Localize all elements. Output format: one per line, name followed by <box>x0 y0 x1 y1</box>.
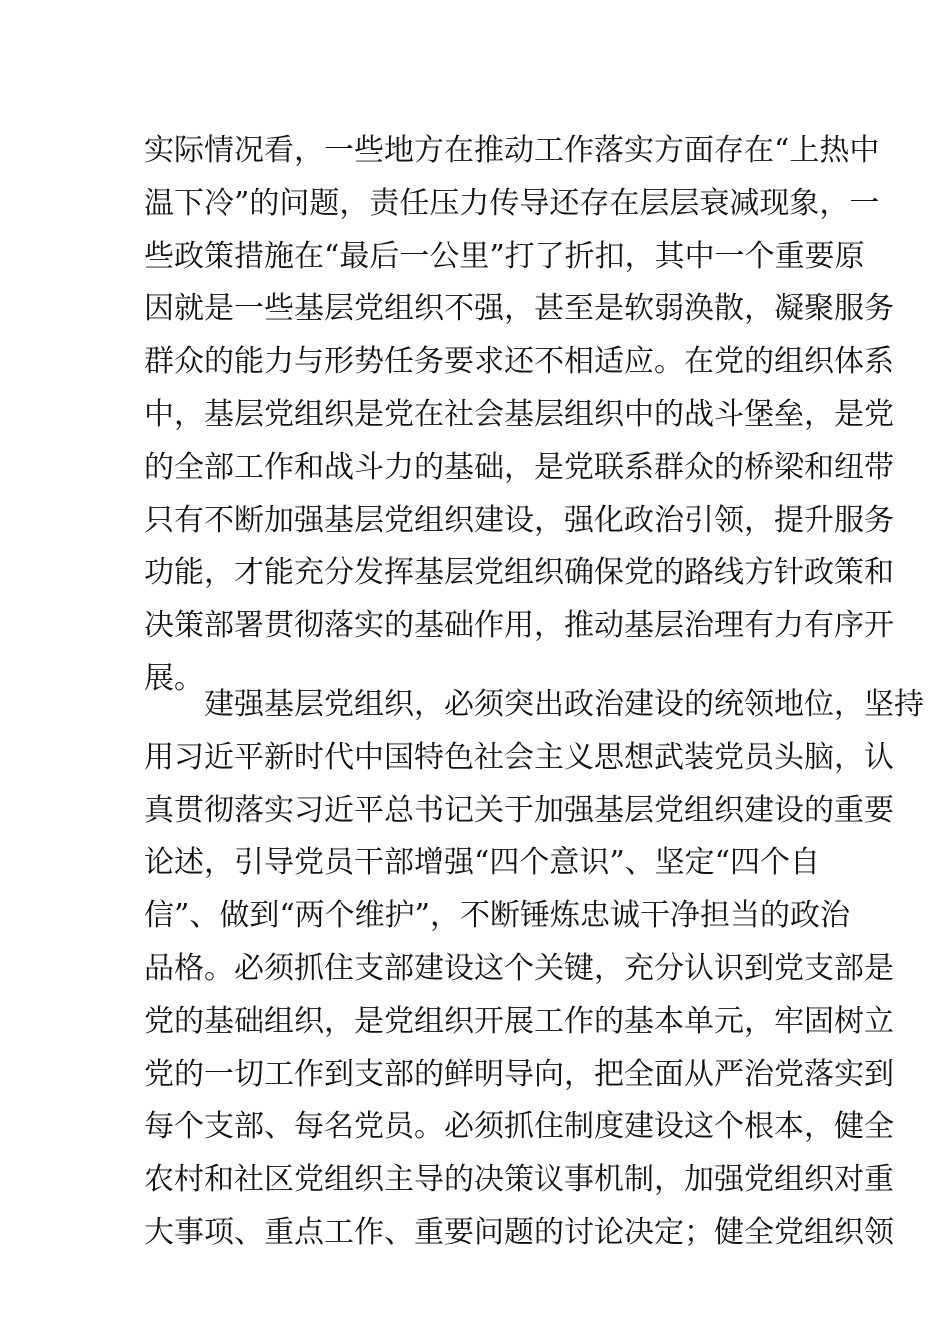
paragraph-line: 功能，才能充分发挥基层党组织确保党的路线方针政策和 <box>144 555 894 591</box>
paragraph-line: 些政策措施在“最后一公里”打了折扣，其中一个重要原 <box>144 238 865 274</box>
paragraph-line: 决策部署贯彻落实的基础作用，推动基层治理有力有序开 <box>144 608 894 644</box>
paragraph-line: 党的基础组织，是党组织开展工作的基本单元，牢固树立 <box>144 1003 894 1039</box>
paragraph-line: 展。 <box>144 660 204 696</box>
paragraph-line: 真贯彻落实习近平总书记关于加强基层党组织建设的重要 <box>144 792 894 828</box>
paragraph-line: 信”、做到“两个维护”，不断锤炼忠诚干净担当的政治 <box>144 898 851 934</box>
paragraph-line: 因就是一些基层党组织不强，甚至是软弱涣散，凝聚服务 <box>144 291 894 327</box>
paragraph-line: 大事项、重点工作、重要问题的讨论决定；健全党组织领 <box>144 1214 894 1250</box>
paragraph-line: 建强基层党组织，必须突出政治建设的统领地位，坚持 <box>144 687 924 722</box>
paragraph-2 <box>144 679 924 1260</box>
paragraph-line: 中，基层党组织是党在社会基层组织中的战斗堡垒，是党 <box>144 396 894 432</box>
paragraph-line: 论述，引导党员干部增强“四个意识”、坚定“四个自 <box>144 845 821 881</box>
paragraph-line: 只有不断加强基层党组织建设，强化政治引领，提升服务 <box>144 502 894 538</box>
paragraph-line: 用习近平新时代中国特色社会主义思想武装党员头脑，认 <box>144 739 894 775</box>
paragraph-line: 农村和社区党组织主导的决策议事机制，加强党组织对重 <box>144 1162 894 1198</box>
paragraph-line: 温下冷”的问题，责任压力传导还存在层层衰减现象，一 <box>144 185 880 221</box>
paragraph-line: 的全部工作和战斗力的基础，是党联系群众的桥梁和纽带 <box>144 449 894 485</box>
paragraph-line: 品格。必须抓住支部建设这个关键，充分认识到党支部是 <box>144 950 894 986</box>
paragraph-line: 每个支部、每名党员。必须抓住制度建设这个根本，健全 <box>144 1109 894 1145</box>
paragraph-line: 实际情况看，一些地方在推动工作落实方面存在“上热中 <box>144 133 880 168</box>
paragraph-line: 群众的能力与形势任务要求还不相适应。在党的组织体系 <box>144 344 894 380</box>
paragraph-line: 党的一切工作到支部的鲜明导向，把全面从严治党落实到 <box>144 1056 894 1092</box>
